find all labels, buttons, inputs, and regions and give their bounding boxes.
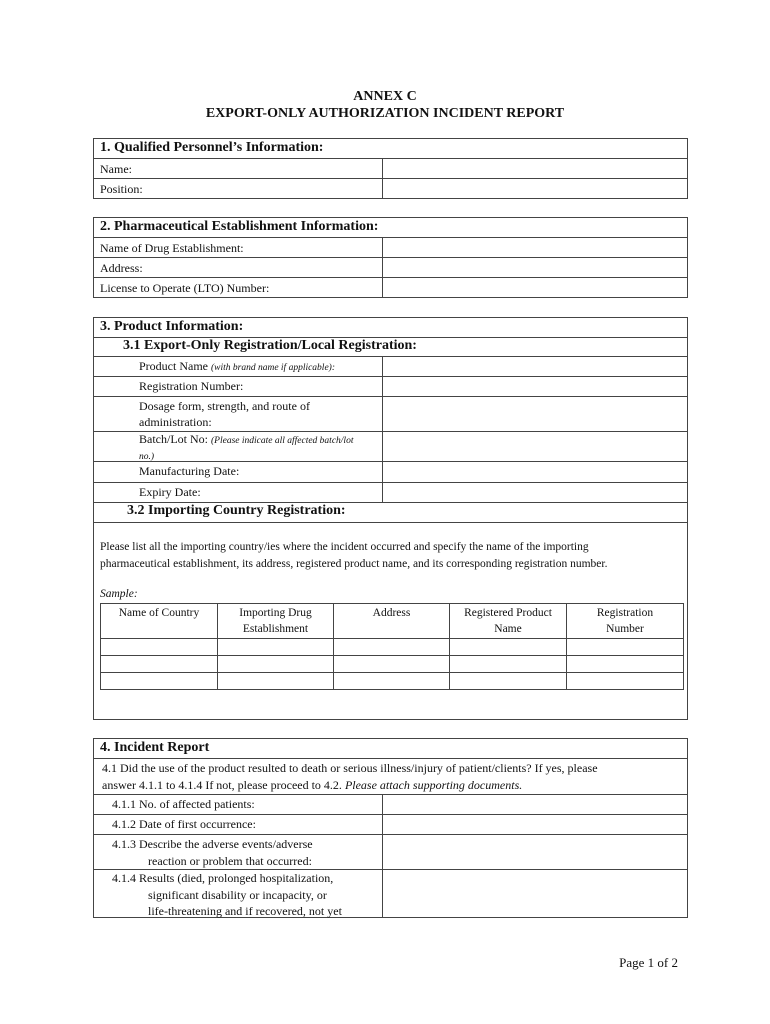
form-row-expiry-date	[94, 482, 687, 502]
form-row-affected-patients	[94, 794, 687, 814]
form-row-registration-number	[94, 376, 687, 396]
field-label: Expiry Date:	[94, 483, 383, 502]
column-header-line: Registered Product	[464, 607, 552, 619]
table-cell[interactable]	[567, 673, 684, 690]
table-cell[interactable]	[101, 656, 218, 673]
question-4-1	[94, 758, 687, 794]
importing-country-panel	[94, 522, 687, 720]
sample-table	[100, 603, 684, 690]
column-header	[567, 604, 684, 639]
field-label: Name of Drug Establishment:	[94, 238, 383, 257]
section-pharmaceutical-establishment	[93, 217, 688, 298]
section-heading: 1. Qualified Personnel’s Information:	[100, 140, 324, 155]
subsection-heading: 3.1 Export-Only Registration/Local Registration:	[123, 338, 417, 353]
field-label: 4.1.2 Date of first occurrence:	[94, 815, 383, 834]
column-header-line: Number	[606, 623, 644, 635]
form-row-product-name	[94, 356, 687, 376]
table-cell[interactable]	[218, 639, 334, 656]
field-label: License to Operate (LTO) Number:	[94, 278, 383, 298]
table-cell[interactable]	[334, 656, 450, 673]
field-label: Manufacturing Date:	[94, 462, 383, 482]
question-line-1: 4.1 Did the use of the product resulted to death or serious illness/injury of patient/clients? If yes, please	[102, 761, 598, 775]
table-header-row	[101, 604, 684, 639]
dosage-line-1: Dosage form, strength, and route of	[139, 399, 310, 413]
table-row	[101, 639, 684, 656]
form-row-adverse-events	[94, 834, 687, 869]
sample-label: Sample:	[100, 588, 138, 600]
label-line-1: 4.1.3 Describe the adverse events/adverse	[112, 837, 313, 851]
field-label: Registration Number:	[94, 377, 383, 396]
table-cell[interactable]	[101, 673, 218, 690]
field-label: Position:	[94, 179, 383, 199]
field-label	[94, 835, 383, 869]
label-line-3: life-threatening and if recovered, not yet	[148, 904, 342, 918]
batch-note-2: no.)	[139, 452, 155, 462]
table-cell[interactable]	[450, 639, 567, 656]
column-header	[218, 604, 334, 639]
subsection-heading: 3.2 Importing Country Registration:	[127, 503, 346, 518]
form-row-lto-number	[94, 277, 687, 298]
section-qualified-personnel	[93, 138, 688, 199]
batch-note-1: (Please indicate all affected batch/lot	[211, 436, 354, 446]
question-text	[102, 760, 598, 794]
table-row	[101, 656, 684, 673]
instructions	[100, 539, 607, 573]
table-cell[interactable]	[567, 639, 684, 656]
table-cell[interactable]	[101, 639, 218, 656]
dosage-line-2: administration:	[139, 415, 212, 429]
form-row-results	[94, 869, 687, 918]
page-number: Page 1 of 2	[619, 955, 678, 970]
column-header-line: Registration	[596, 607, 654, 619]
column-header	[101, 604, 218, 639]
form-row-batch	[94, 431, 687, 461]
section-heading: 2. Pharmaceutical Establishment Information:	[100, 219, 379, 234]
label-line-2: significant disability or incapacity, or	[148, 887, 327, 902]
column-header	[450, 604, 567, 639]
field-label	[94, 870, 383, 918]
table-cell[interactable]	[450, 656, 567, 673]
table-cell[interactable]	[567, 656, 684, 673]
form-row-drug-establishment	[94, 237, 687, 257]
field-label	[94, 432, 383, 461]
form-row-address	[94, 257, 687, 277]
column-header-line: Name of Country	[118, 607, 200, 619]
field-label: Name:	[94, 159, 383, 178]
batch-label: Batch/Lot No:	[139, 432, 208, 446]
column-header-line: Address	[372, 607, 411, 619]
field-label: Address:	[94, 258, 383, 277]
form-row-first-occurrence	[94, 814, 687, 834]
field-label	[94, 397, 383, 431]
field-label	[94, 357, 383, 376]
form-row-position	[94, 178, 687, 199]
table-cell[interactable]	[218, 656, 334, 673]
column-header-line: Establishment	[242, 623, 309, 635]
form-row-dosage	[94, 396, 687, 431]
field-label: 4.1.1 No. of affected patients:	[94, 795, 383, 814]
section-product-information	[93, 317, 688, 720]
section-incident-report	[93, 738, 688, 918]
table-cell[interactable]	[334, 639, 450, 656]
product-name-label: Product Name	[139, 359, 208, 373]
form-row-name	[94, 158, 687, 178]
column-header-line: Importing Drug	[239, 607, 312, 619]
page-title: EXPORT-ONLY AUTHORIZATION INCIDENT REPORT	[205, 106, 565, 121]
product-name-note: (with brand name if applicable):	[210, 363, 335, 373]
question-note: Please attach supporting documents.	[344, 778, 523, 792]
table-cell[interactable]	[218, 673, 334, 690]
instructions-line-2: pharmaceutical establishment, its address, registered product name, and its corresponding registration number.	[100, 558, 608, 570]
form-row-manufacturing-date	[94, 461, 687, 482]
annex-label: ANNEX C	[353, 89, 417, 104]
section-heading: 4. Incident Report	[100, 740, 210, 755]
subsection-importing-country	[94, 502, 687, 522]
column-header-line: Name	[494, 623, 522, 635]
instructions-line-1: Please list all the importing country/ies where the incident occurred and specify the name of the importing	[100, 541, 589, 553]
section-heading: 3. Product Information:	[100, 319, 244, 334]
column-header	[334, 604, 450, 639]
table-row	[101, 673, 684, 690]
label-line-2: reaction or problem that occurred:	[148, 854, 312, 868]
label-line-1: 4.1.4 Results (died, prolonged hospitalization,	[112, 871, 334, 885]
question-line-2	[102, 777, 598, 794]
question-line-2-text: answer 4.1.1 to 4.1.4 If not, please proceed to 4.2.	[102, 778, 342, 792]
subsection-local-registration	[94, 337, 687, 356]
table-cell[interactable]	[334, 673, 450, 690]
table-cell[interactable]	[450, 673, 567, 690]
